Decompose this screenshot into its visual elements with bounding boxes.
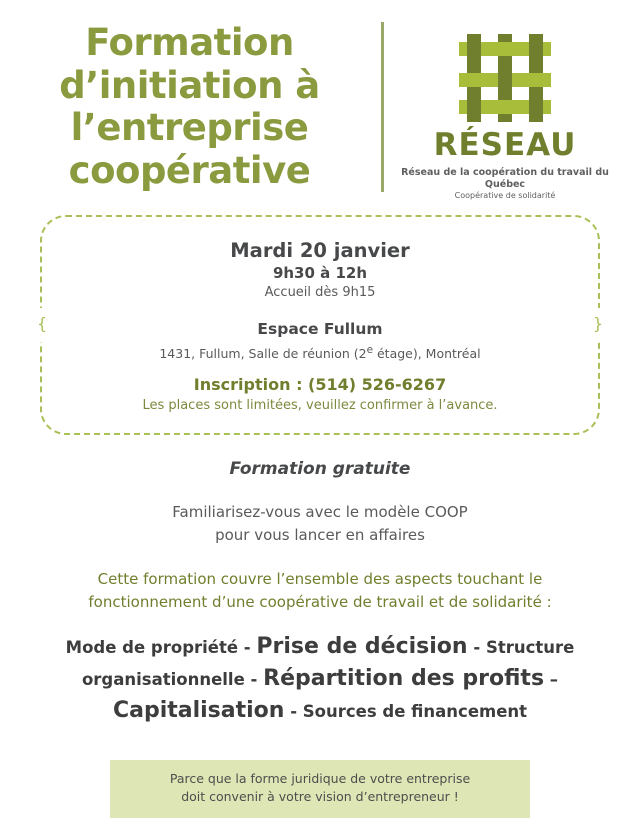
registration-phone[interactable]: Inscription : (514) 526-6267: [193, 375, 447, 395]
logo-subtitle-secondary: Coopérative de solidarité: [454, 190, 556, 200]
event-time: 9h30 à 12h: [272, 263, 368, 282]
event-address: [62, 344, 578, 361]
left-notch-decoration: [37, 308, 55, 342]
registration-note: Les places sont limitées, veuillez confirmer à l’avance.: [142, 398, 498, 414]
topic-separator: –: [544, 670, 559, 690]
topic-item: organisationnelle: [81, 670, 245, 690]
poster-header: [0, 0, 640, 201]
topic-item: Structure: [485, 638, 575, 658]
event-details-box: [40, 215, 600, 435]
right-notch-decoration: [585, 308, 603, 342]
logo-subtitle-primary: Réseau de la coopération du travail du Québec: [401, 167, 609, 190]
pitch-line-2: pour vous lancer en affaires: [215, 525, 425, 544]
title-line-4: coopérative: [68, 148, 311, 192]
footer-banner: [110, 760, 530, 818]
logo-wordmark: RÉSEAU: [433, 127, 577, 163]
pitch-text: [0, 501, 640, 546]
topic-separator: -: [284, 702, 303, 722]
topic-separator: -: [467, 638, 486, 658]
page-title: [14, 22, 384, 192]
topic-item: Sources de financement: [302, 702, 528, 722]
footer-line-1: Parce que la forme juridique de votre entreprise: [169, 770, 471, 786]
woven-grid-logo-icon: [455, 28, 555, 128]
coverage-line-1: Cette formation couvre l’ensemble des aspects touchant le: [97, 570, 543, 589]
event-address-after: étage), Montréal: [373, 346, 481, 362]
topic-separator: -: [244, 670, 264, 690]
coverage-text: [0, 568, 640, 613]
event-address-before: 1431, Fullum, Salle de réunion (2: [159, 346, 367, 362]
organization-logo: [384, 22, 626, 201]
footer-line-2: doit convenir à votre vision d’entrepreneur !: [181, 788, 459, 804]
event-date: Mardi 20 janvier: [230, 239, 410, 263]
right-bracket-icon: }: [592, 314, 603, 334]
pitch-line-1: Familiarisez-vous avec le modèle COOP: [172, 503, 468, 522]
event-details-panel: [37, 215, 603, 435]
free-training-label: Formation gratuite: [229, 459, 411, 480]
event-venue: Espace Fullum: [257, 320, 383, 339]
title-line-1: Formation: [85, 21, 294, 64]
topics-list: [0, 631, 640, 727]
title-line-3: l’entreprise: [70, 106, 309, 150]
title-line-2: d’initiation à: [59, 63, 320, 107]
topic-item: Mode de propriété: [65, 638, 239, 658]
topic-item: Répartition des profits: [263, 666, 545, 692]
topic-item: Prise de décision: [256, 634, 468, 660]
event-welcome-time: Accueil dès 9h15: [264, 285, 376, 301]
left-bracket-icon: {: [37, 314, 48, 334]
topic-separator: -: [238, 638, 257, 658]
event-address-exponent: e: [366, 344, 373, 357]
topic-item: Capitalisation: [112, 698, 285, 724]
coverage-line-2: fonctionnement d’une coopérative de travail et de solidarité :: [88, 592, 552, 611]
